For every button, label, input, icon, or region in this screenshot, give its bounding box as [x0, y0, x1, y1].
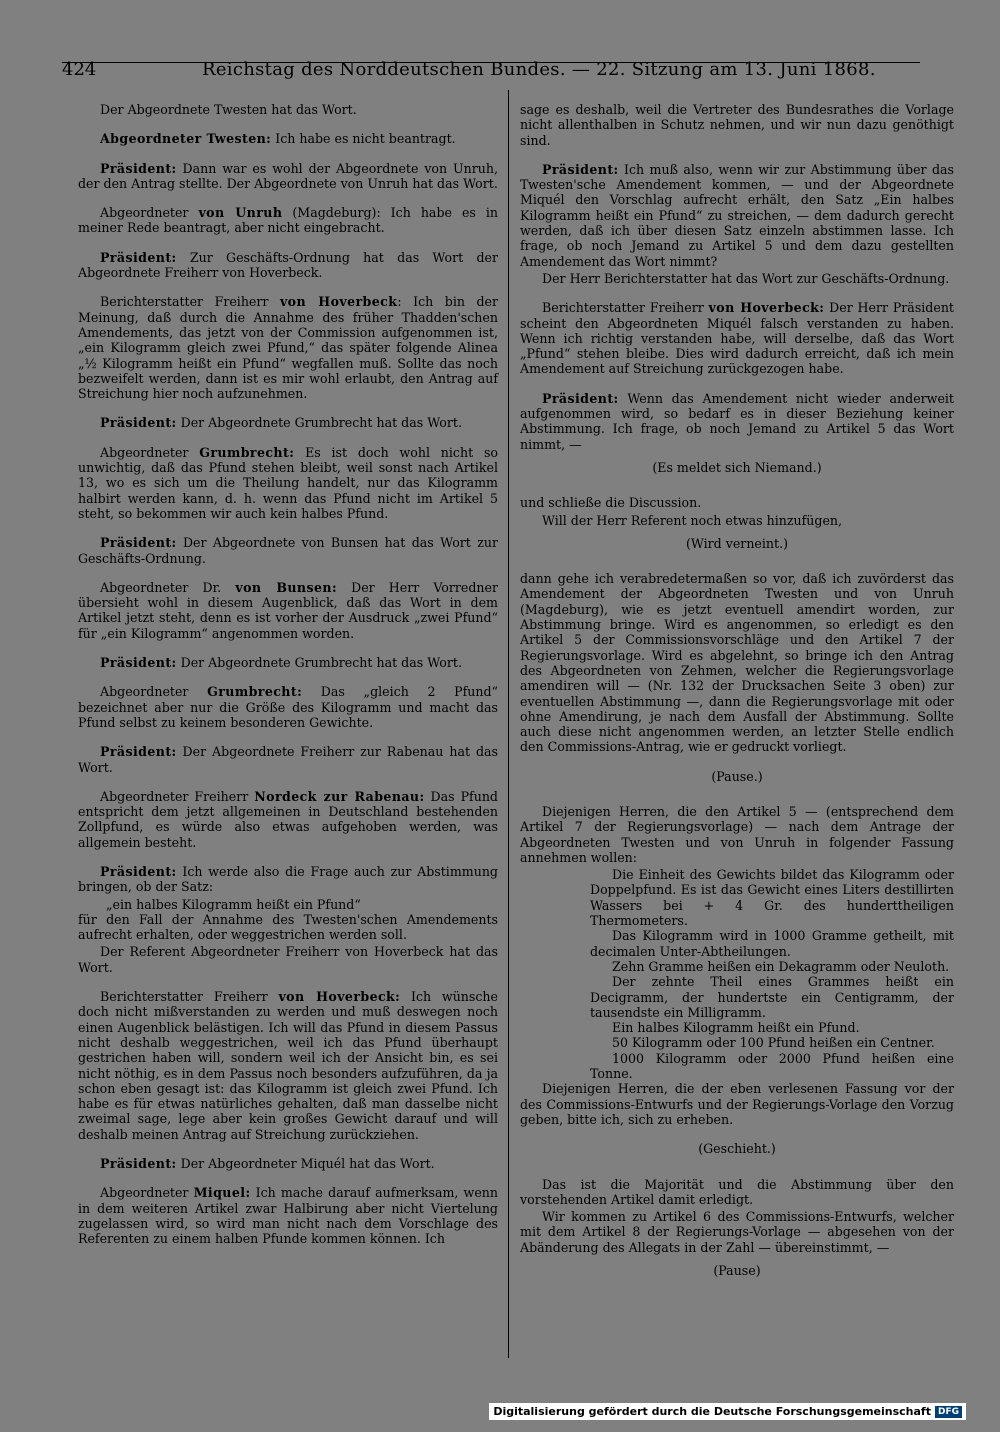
speaker-name: Präsident:: [542, 161, 619, 177]
speech-text: Der Herr Vorredner übersieht wohl in diesem Augenblick, daß das Wort in dem Artikel jetzt steht, denn es ist vorher der Ausdruck „zwei Pfund“ für „ein Kilogramm“ angenommen worden.: [78, 579, 498, 641]
speaker-title: Abgeordneter: [100, 444, 200, 460]
speaker-title: Abgeordneter Dr.: [100, 579, 236, 595]
speech-text: Das Pfund entspricht dem jetzt allgemeinen in Deutschland bestehenden Zollpfund, es würde also etwas aufgehoben werden, was allgemein besteht.: [78, 788, 498, 850]
paragraph: [78, 1156, 498, 1171]
stage-direction: (Geschieht.): [698, 1141, 776, 1157]
speaker-name: Präsident:: [542, 390, 619, 406]
running-title: Reichstag des Norddeutschen Bundes. — 22. Sitzung am 13. Juni 1868.: [202, 59, 876, 80]
paragraph: dann gehe ich verabredetermaßen so vor, daß ich zuvörderst das Amendement der Abgeordneten Twesten und von Unruh (Magdeburg), wie es jetzt eventuell amendirt worden, zur Abstimmung bringe. Wird es angenommen, so erledigt es den Artikel 5 der Commissionsvorschläge und den Artikel 7 der Regierungsvorlage. Wird es abgelehnt, so bringe ich den Antrag des Abgeordneten von Zehmen, welcher die Regierungsvorlage amendiren will — (Nr. 132 der Drucksachen Seite 3 oben) zur eventuellen Abstimmung —, dann die Regierungsvorlage mit oder ohne Amendirung, je nach dem Ausfall der Abstimmung. Sollte auch diese nicht angenommen werden, an letzter Stelle endlich den Commissions-Antrag, wie er gedruckt vorliegt.: [520, 571, 954, 755]
speech-text: Ich muß also, wenn wir zur Abstimmung über das Twesten'sche Amendement kommen, — und der Abgeordnete Miquél den Vorschlag aufrecht erhält, den Satz „Ein halbes Kilogramm heißt ein Pfund“ zu streichen, — dem dadurch gerecht werden, daß ich über diesen Satz einzeln abstimmen lasse. Ich frage, ob noch Jemand zu Artikel 5 und dem dazu gestellten Amendement das Wort nimmt?: [520, 161, 954, 269]
speaker-name: Präsident:: [100, 744, 177, 760]
article-line: Die Einheit des Gewichts bildet das Kilogramm oder Doppelpfund. Es ist das Gewicht eines Liters destillirten Wassers bei + 4 Gr. des hunderttheiligen Thermometers.: [590, 867, 954, 929]
speaker-name: Abgeordneter Twesten:: [100, 131, 272, 147]
article-line: 1000 Kilogramm oder 2000 Pfund heißen eine Tonne.: [590, 1050, 954, 1082]
paragraph: [520, 162, 954, 269]
speaker-name: Präsident:: [100, 415, 177, 431]
speech-text: Der Herr Präsident scheint den Abgeordneten Miquél falsch verstanden zu haben. Wenn ich richtig verstanden habe, will derselbe, daß das Wort „Pfund“ stehen bleibe. Dies wird dadurch erreicht, daß ich mein Amendement auf Streichung zurückgezogen habe.: [520, 300, 954, 377]
speaker-name: Präsident:: [100, 863, 177, 879]
speech-text: Das „gleich 2 Pfund“ bezeichnet aber nur die Größe des Kilogramm und macht das Pfund selbst zu keinem besonderen Gewichte.: [78, 684, 498, 730]
speech-text: Der Abgeordnete Freiherr zur Rabenau hat das Wort.: [78, 744, 498, 775]
paragraph: sage es deshalb, weil die Vertreter des Bundesrathes die Vorlage nicht allenthalben in Schutz nehmen, und wir nun dazu genöthigt sind.: [520, 102, 954, 148]
speaker-name: Präsident:: [100, 160, 177, 176]
speaker-name: Grumbrecht:: [207, 684, 303, 700]
paragraph: [78, 989, 498, 1142]
paragraph: [78, 294, 498, 401]
article-line: 50 Kilogramm oder 100 Pfund heißen ein Centner.: [612, 1035, 935, 1051]
paragraph: [78, 250, 498, 281]
speech-text: Der Abgeordnete Grumbrecht hat das Wort.: [176, 415, 462, 431]
paragraph: [78, 580, 498, 641]
speaker-name: von Hoverbeck:: [278, 989, 401, 1005]
speaker-name: Nordeck zur Rabenau:: [254, 788, 425, 804]
article-line: Der zehnte Theil eines Grammes heißt ein Decigramm, der hundertste ein Centigramm, der tausendste ein Milligramm.: [590, 974, 954, 1020]
article-text-block: [520, 867, 954, 1081]
speaker-name: Miquel:: [193, 1185, 251, 1201]
paragraph: Diejenigen Herren, die den Artikel 5 — (entsprechend dem Artikel 7 der Regierungsvorlage) — nach dem Antrage der Abgeordneten Twesten und von Unruh in folgender Fassung annehmen wollen:: [520, 803, 954, 865]
speech-text: : Ich bin der Meinung, daß durch die Annahme des früher Thadden'schen Amendements, das jetzt von der Commission aufgenommen ist, „ein Kilogramm gleich zwei Pfund,“ das später folgende Alinea „½ Kilogramm heißt ein Pfund“ wegfallen muß. Sollte das noch bezweifelt werden, dann ist es mir wohl erlaubt, den Antrag auf Streichung hier noch aufzunehmen.: [78, 294, 498, 402]
paragraph: [78, 535, 498, 566]
left-column: [78, 102, 498, 1261]
speaker-title: Berichterstatter Freiherr: [100, 989, 279, 1005]
speech-text: Es ist doch wohl nicht so unwichtig, daß das Pfund stehen bleibt, weil sonst nach Artikel 13, wo es sich um die Theilung handelt, nur das Kilogramm halbirt werden kann, d. h. wenn das Pfund nicht im Artikel 5 steht, so bekommen wir auch kein halbes Pfund.: [78, 444, 498, 521]
speech-text: Ich habe es nicht beantragt.: [271, 131, 456, 147]
paragraph: Der Herr Berichterstatter hat das Wort zur Geschäfts-Ordnung.: [542, 270, 950, 286]
speech-text: Der Abgeordnete Grumbrecht hat das Wort.: [176, 655, 462, 671]
right-column: [520, 102, 954, 1298]
speech-text: Der Abgeordneter Miquél hat das Wort.: [176, 1156, 435, 1172]
paragraph: [78, 1185, 498, 1246]
paragraph: [78, 445, 498, 521]
speech-text: (Magdeburg): Ich habe es in meiner Rede beantragt, aber nicht eingebracht.: [78, 205, 499, 236]
paragraph: Der Abgeordnete Twesten hat das Wort.: [100, 102, 357, 117]
speaker-name: Präsident:: [100, 535, 177, 551]
speech-text: Wenn das Amendement nicht wieder anderweit aufgenommen wird, so bedarf es in dieser Beziehung keiner Abstimmung. Ich frage, ob noch Jemand zu Artikel 5 das Wort nimmt, —: [520, 390, 954, 452]
speaker-name: Präsident:: [100, 655, 177, 671]
stage-direction: (Pause.): [711, 768, 763, 784]
speaker-title: Abgeordneter: [100, 1185, 194, 1201]
speaker-name: von Unruh: [198, 205, 283, 221]
speaker-title: Berichterstatter Freiherr: [100, 294, 280, 310]
paragraph: [78, 131, 498, 146]
speaker-name: Grumbrecht:: [199, 444, 295, 460]
speech-text: Dann war es wohl der Abgeordnete von Unruh, der den Antrag stellte. Der Abgeordnete von Unruh hat das Wort.: [78, 160, 498, 191]
paragraph: [78, 415, 498, 430]
speech-text: Der Abgeordnete von Bunsen hat das Wort zur Geschäfts-Ordnung.: [78, 535, 498, 566]
speaker-title: Berichterstatter Freiherr: [542, 300, 709, 316]
paragraph: und schließe die Discussion.: [520, 495, 702, 511]
quoted-clause: „ein halbes Kilogramm heißt ein Pfund“: [106, 896, 361, 912]
article-line: Zehn Gramme heißen ein Dekagramm oder Neuloth.: [612, 958, 950, 974]
credit-text: Digitalisierung gefördert durch die Deutsche Forschungsgemeinschaft: [493, 1405, 931, 1418]
page-header: [62, 58, 920, 80]
paragraph: [78, 744, 498, 775]
paragraph: Das ist die Majorität und die Abstimmung über den vorstehenden Artikel damit erledigt.: [520, 1176, 954, 1207]
speech-text: Ich mache darauf aufmerksam, wenn in dem weiteren Artikel zwar Halbirung aber nicht Viertelung zugelassen wird, so wird man nicht nach dem Vorschlage des Referenten zu einem halben Pfunde kommen können. Ich: [78, 1185, 498, 1247]
speaker-name: Präsident:: [100, 249, 177, 265]
speaker-name: von Hoverbeck:: [708, 300, 825, 316]
paragraph: [78, 205, 498, 236]
paragraph: [78, 161, 498, 192]
paragraph: Der Referent Abgeordneter Freiherr von Hoverbeck hat das Wort.: [78, 944, 498, 975]
page-number: 424: [62, 59, 97, 80]
speaker-title: Abgeordneter: [100, 205, 199, 221]
digitization-credit: [489, 1403, 966, 1420]
speaker-name: von Bunsen:: [235, 579, 337, 595]
speaker-title: Abgeordneter Freiherr: [100, 788, 255, 804]
article-line: Ein halbes Kilogramm heißt ein Pfund.: [612, 1020, 860, 1036]
paragraph: [78, 864, 498, 895]
paragraph: [78, 684, 498, 730]
speech-text: Zur Geschäfts-Ordnung hat das Wort der Abgeordnete Freiherr von Hoverbeck.: [78, 249, 498, 281]
paragraph: Will der Herr Referent noch etwas hinzufügen,: [542, 512, 843, 528]
paragraph: [78, 789, 498, 850]
stage-direction: (Es meldet sich Niemand.): [652, 459, 822, 475]
paragraph: Wir kommen zu Artikel 6 des Commissions-Entwurfs, welcher mit dem Artikel 8 der Regierungs-Vorlage — abgesehen von der Abänderung des Allegats in der Zahl — übereinstimmt, —: [520, 1209, 954, 1255]
stage-direction: (Pause): [713, 1263, 761, 1278]
dfg-logo: DFG: [935, 1406, 962, 1418]
paragraph: [78, 655, 498, 670]
speaker-title: Abgeordneter: [100, 684, 208, 700]
speech-text: Ich wünsche doch nicht mißverstanden zu werden und muß deswegen noch einen Augenblick belästigen. Ich will das Pfund in diesem Passus nicht deshalb weggestrichen, weil ich das Pfund überhaupt gestrichen haben will, sondern weil ich der Ansicht bin, es sei nicht nöthig, es in dem Passus noch besonders aufzuführen, da ja schon eben gesagt ist: das Kilogramm ist gleich zwei Pfund. Ich habe es für etwas natürliches gehalten, daß man dasselbe nicht zweimal sage, lege aber kein großes Gewicht darauf und will deshalb meinen Antrag auf Streichung zurückziehen.: [78, 989, 498, 1142]
paragraph: Diejenigen Herren, die der eben verlesenen Fassung vor der des Commissions-Entwurfs und der Regierungs-Vorlage den Vorzug geben, bitte ich, sich zu erheben.: [520, 1081, 954, 1127]
column-divider: [508, 90, 509, 1358]
speaker-name: von Hoverbeck: [279, 294, 398, 310]
speech-text: Ich werde also die Frage auch zur Abstimmung bringen, ob der Satz:: [78, 863, 498, 895]
article-line: Das Kilogramm wird in 1000 Gramme getheilt, mit decimalen Unter-Abtheilungen.: [590, 928, 954, 959]
paragraph: [520, 391, 954, 452]
paragraph: für den Fall der Annahme des Twesten'schen Amendements aufrecht erhalten, oder weggestrichen werden soll.: [78, 911, 498, 943]
stage-direction: (Wird verneint.): [685, 535, 789, 551]
paragraph: [520, 300, 954, 376]
speaker-name: Präsident:: [100, 1156, 177, 1172]
